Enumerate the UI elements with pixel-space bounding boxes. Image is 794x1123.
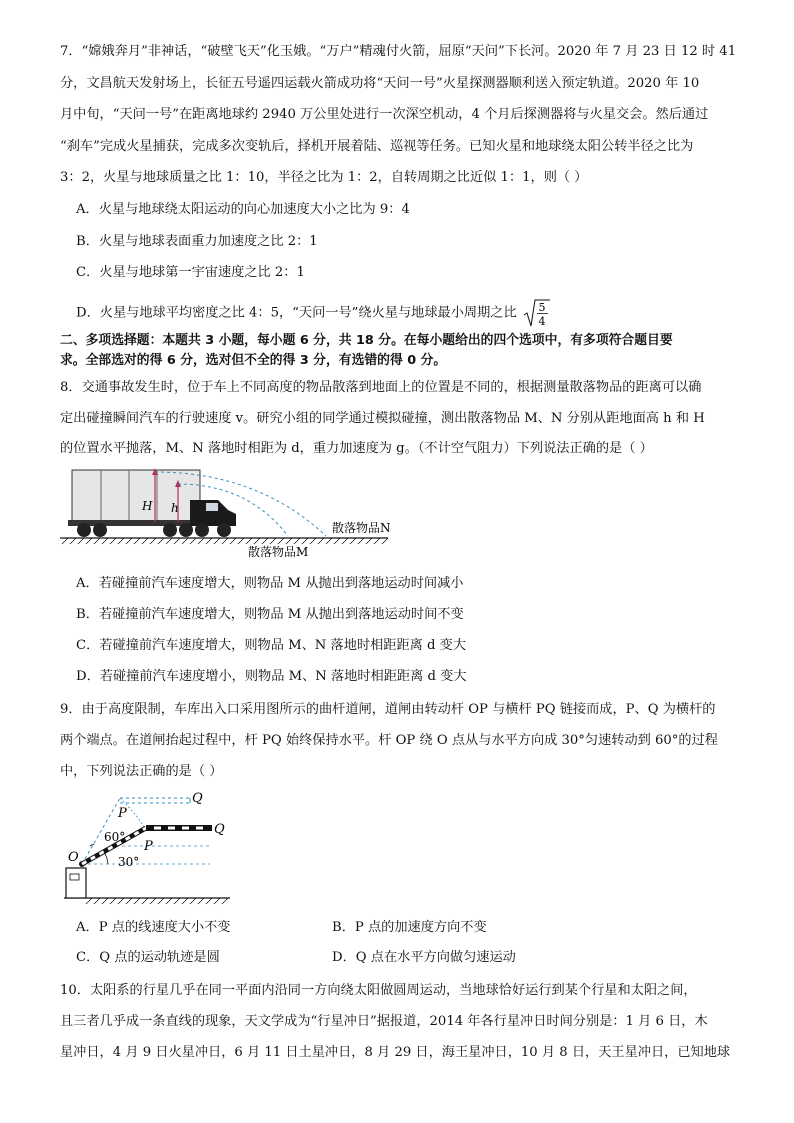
q10-line-1: 10．太阳系的行星几乎在同一平面内沿同一方向绕太阳做圆周运动，当地球恰好运行到某个行星和太阳之间， — [60, 983, 697, 998]
q8-line-2: 定出碰撞瞬间汽车的行驶速度 v。研究小组的同学通过模拟碰撞，测出散落物品 M、N 分别从距地面高 h 和 H — [60, 411, 705, 426]
trailer — [68, 470, 208, 537]
q8-line-1: 8．交通事故发生时，位于车上不同高度的物品散落到地面上的位置是不同的，根据测量散落物品的距离可以确 — [60, 380, 702, 395]
label-h: h — [171, 501, 179, 515]
label-Q-mid: Q — [214, 822, 225, 837]
label-H: H — [142, 499, 153, 513]
q10-line-2: 且三者几乎成一条直线的现象，天文学成为“行星冲日”据报道，2014 年各行星冲日时间分别是：1 月 6 日，木 — [60, 1014, 708, 1029]
q9-line-2: 两个端点。在道闸抬起过程中，杆 PQ 始终保持水平。杆 OP 绕 O 点从与水平方向成 30°匀速转动到 60°的过程 — [60, 733, 718, 748]
label-P-mid: P — [144, 839, 153, 854]
q9-option-b[interactable]: B．P 点的加速度方向不变 — [332, 920, 487, 935]
q7-line-3: 月中旬，“天问一号”在距离地球约 2940 万公里处进行一次深空机动，4 个月后探测器将与火星交会。然后通过 — [60, 107, 709, 122]
q8-truck-figure — [58, 466, 418, 562]
q9-option-a[interactable]: A．P 点的线速度大小不变 — [76, 920, 231, 935]
q9-line-3: 中，下列说法正确的是（ ） — [60, 764, 223, 779]
truck-cab — [190, 500, 236, 537]
label-angle-30: 30° — [118, 855, 140, 869]
q7-option-d-text: D．火星与地球平均密度之比 4：5，“天问一号”绕火星与地球最小周期之比 — [76, 305, 517, 321]
q7-option-c[interactable]: C．火星与地球第一宇宙速度之比 2：1 — [76, 265, 305, 280]
ground-hatch — [86, 898, 228, 904]
q7-line-4: “刹车”完成火星捕获，完成多次变轨后，择机开展着陆、巡视等任务。已知火星和地球绕太阳公转半径之比为 — [60, 139, 694, 154]
q7-line-2: 分，文昌航天发射场上，长征五号遥四运载火箭成功将“天问一号”火星探测器顺利送入预定轨道。2020 年 10 — [60, 76, 700, 91]
q10-line-3: 星冲日，4 月 9 日火星冲日，6 月 11 日土星冲日，8 月 29 日，海王星冲日，10 月 8 日，天王星冲日，已知地球 — [60, 1045, 731, 1060]
label-angle-60: 60° — [104, 830, 126, 844]
label-item-N: 散落物品N — [332, 521, 391, 535]
label-P-top: P — [118, 806, 127, 821]
q7-option-b[interactable]: B．火星与地球表面重力加速度之比 2：1 — [76, 234, 318, 249]
q7-line-1: 7．“嫦娥奔月”非神话，“破壁飞天”化玉娥。“万户”精魂付火箭，屈原“天问”下长河。2020 年 7 月 23 日 12 时 41 — [60, 44, 737, 59]
q8-option-a[interactable]: A．若碰撞前汽车速度增大，则物品 M 从抛出到落地运动时间减小 — [76, 576, 464, 591]
sqrt-sign-icon — [523, 298, 551, 328]
q8-option-b[interactable]: B．若碰撞前汽车速度增大，则物品 M 从抛出到落地运动时间不变 — [76, 607, 464, 622]
q7-option-a[interactable]: A．火星与地球绕太阳运动的向心加速度大小之比为 9：4 — [76, 202, 410, 217]
sqrt-fraction — [523, 298, 551, 328]
q7-option-d[interactable] — [76, 298, 756, 328]
q9-line-1: 9．由于高度限制，车库出入口采用图所示的曲杆道闸，道闸由转动杆 OP 与横杆 PQ 链接而成，P、Q 为横杆的 — [60, 702, 716, 717]
q8-option-c[interactable]: C．若碰撞前汽车速度增大，则物品 M、N 落地时相距距离 d 变大 — [76, 638, 467, 653]
q9-option-c[interactable]: C．Q 点的运动轨迹是圆 — [76, 950, 220, 965]
section2-header-1: 二、多项选择题：本题共 3 小题，每小题 6 分，共 18 分。在每小题给出的四个选项中，有多项符合题目要 — [60, 333, 673, 348]
q9-gate-figure — [60, 786, 320, 910]
q7-line-5: 3：2，火星与地球质量之比 1：10，半径之比为 1：2，自转周期之比近似 1：1，则（ ） — [60, 170, 588, 185]
sqrt-numerator: 5 — [538, 301, 546, 314]
q8-option-d[interactable]: D．若碰撞前汽车速度增小，则物品 M、N 落地时相距距离 d 变大 — [76, 669, 467, 684]
sqrt-denominator: 4 — [538, 315, 546, 328]
label-O: O — [68, 850, 79, 865]
label-item-M: 散落物品M — [248, 545, 309, 559]
section2-header-2: 求。全部选对的得 6 分，选对但不全的得 3 分，有选错的得 0 分。 — [60, 353, 447, 368]
q9-option-d[interactable]: D．Q 点在水平方向做匀速运动 — [332, 950, 516, 965]
label-Q-top: Q — [192, 791, 203, 806]
q8-line-3: 的位置水平抛落，M、N 落地时相距为 d，重力加速度为 g。（不计空气阻力）下列说法正确的是（ ） — [60, 441, 653, 456]
gate-post — [66, 868, 86, 898]
ground-hatch — [62, 538, 388, 544]
